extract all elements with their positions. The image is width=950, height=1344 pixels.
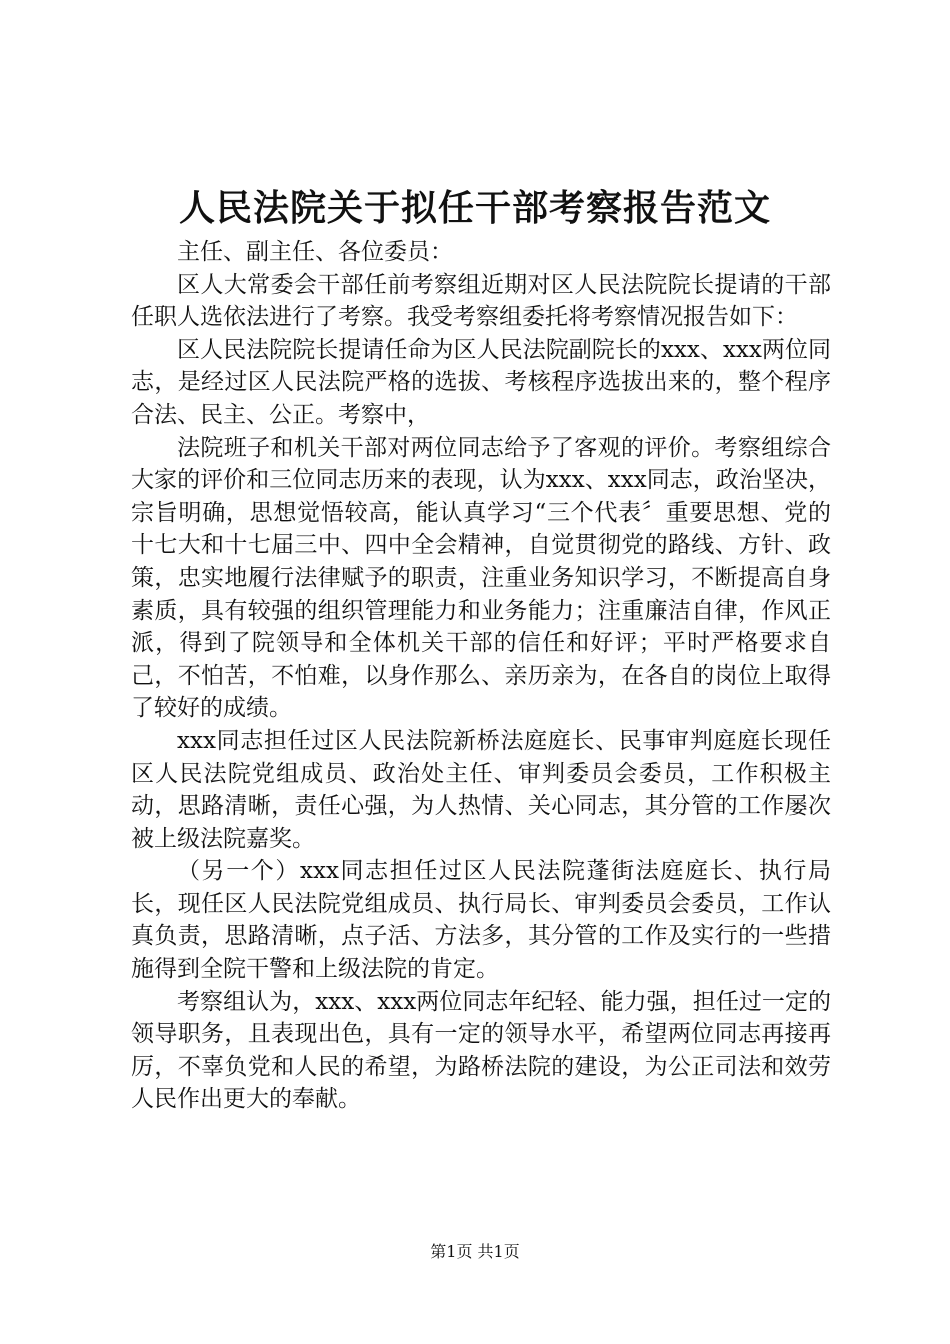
paragraph-conclusion: 考察组认为，xxx、xxx两位同志年纪轻、能力强，担任过一定的领导职务，且表现出色，具有一定的领导水平，希望两位同志再接再厉，不辜负党和人民的希望，为路桥法院的建设，为公正司法和效劳人民作出更大的奉献。 <box>131 988 831 1113</box>
paragraph-intro: 区人大常委会干部任前考察组近期对区人民法院院长提请的干部任职人选依法进行了考察。我受考察组委托将考察情况报告如下： <box>131 271 831 331</box>
paragraph-nomination: 区人民法院院长提请任命为区人民法院副院长的xxx、xxx两位同志，是经过区人民法院严格的选拔、考核程序选拔出来的，整个程序合法、民主、公正。考察中， <box>131 336 831 428</box>
paragraph-candidate-one: xxx同志担任过区人民法院新桥法庭庭长、民事审判庭庭长现任区人民法院党组成员、政治处主任、审判委员会委员，工作积极主动，思路清晰，责任心强，为人热情、关心同志，其分管的工作屡次被上级法院嘉奖。 <box>131 727 831 852</box>
page-footer: 第1页 共1页 <box>430 1242 520 1261</box>
paragraph-evaluation: 法院班子和机关干部对两位同志给予了客观的评价。考察组综合大家的评价和三位同志历来的表现，认为xxx、xxx同志，政治坚决，宗旨明确，思想觉悟较高，能认真学习“三个代表〞重要思想、党的十七大和十七届三中、四中全会精神，自觉贯彻党的路线、方针、政策，忠实地履行法律赋予的职责，注重业务知识学习，不断提高自身素质，具有较强的组织管理能力和业务能力；注重廉洁自律，作风正派，得到了院领导和全体机关干部的信任和好评；平时严格要求自己，不怕苦，不怕难，以身作那么、亲历亲为，在各自的岗位上取得了较好的成绩。 <box>131 434 831 722</box>
page-title: 人民法院关于拟任干部考察报告范文 <box>178 187 771 229</box>
document-body <box>131 236 831 1116</box>
salutation: 主任、副主任、各位委员： <box>177 239 453 265</box>
paragraph-candidate-two: （另一个）xxx同志担任过区人民法院蓬街法庭庭长、执行局长，现任区人民法院党组成员、执行局长、审判委员会委员，工作认真负责，思路清晰，点子活、方法多，其分管的工作及实行的一些措施得到全院干警和上级法院的肯定。 <box>131 858 831 983</box>
